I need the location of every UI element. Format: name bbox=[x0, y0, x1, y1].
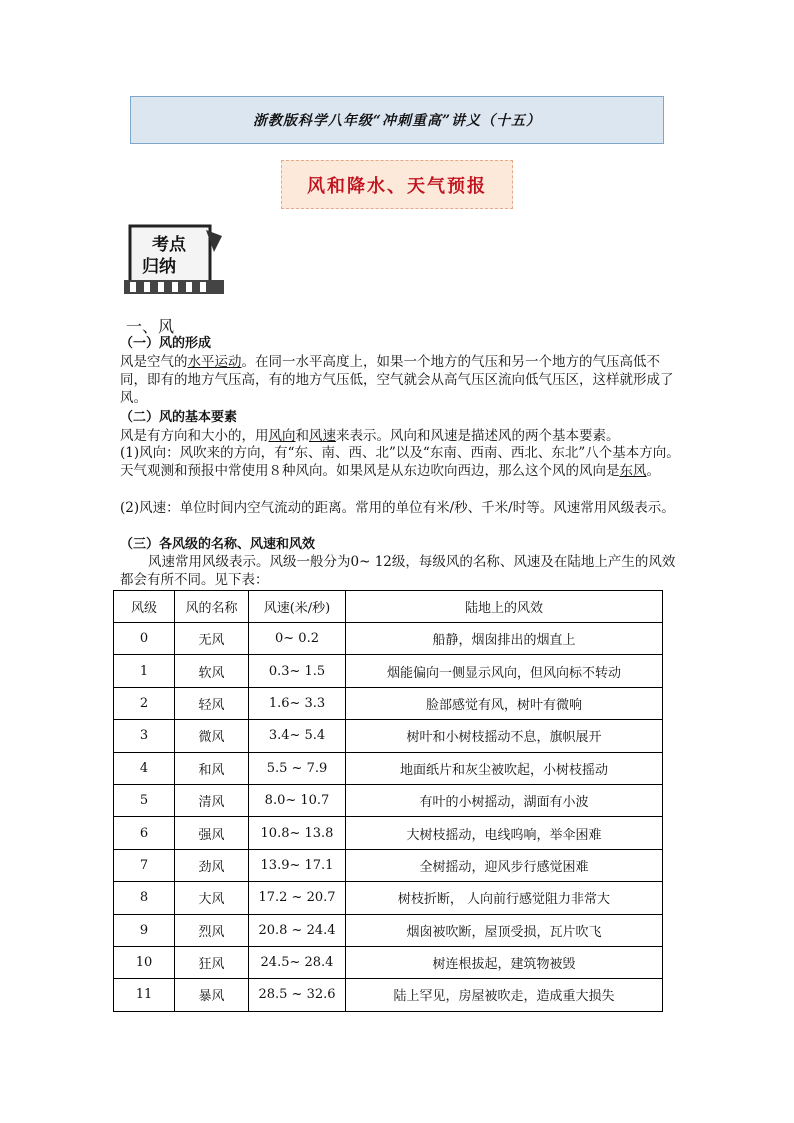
name-cell: 清风 bbox=[175, 784, 249, 816]
effect-cell: 地面纸片和灰尘被吹起，小树枝摇动 bbox=[346, 752, 663, 784]
table-header-cell: 风的名称 bbox=[175, 591, 249, 623]
badge-line2: 归纳 bbox=[142, 257, 176, 277]
level-cell: 11 bbox=[114, 979, 175, 1011]
paragraph-wind-speed: (2)风速：单位时间内空气流动的距离。常用的单位有米/秒、千米/时等。风速常用风级表示。 bbox=[120, 500, 675, 516]
name-cell: 无风 bbox=[175, 623, 249, 655]
table-row bbox=[114, 914, 663, 946]
level-cell: 6 bbox=[114, 817, 175, 849]
speed-cell: 20.8 ~ 24.4 bbox=[249, 914, 346, 946]
name-cell: 劲风 bbox=[175, 849, 249, 881]
table-row bbox=[114, 720, 663, 752]
speed-cell: 13.9~ 17.1 bbox=[249, 849, 346, 881]
speed-cell: 0.3~ 1.5 bbox=[249, 655, 346, 687]
effect-cell: 全树摇动，迎风步行感觉困难 bbox=[346, 849, 663, 881]
table-row bbox=[114, 687, 663, 719]
speed-cell: 24.5~ 28.4 bbox=[249, 946, 346, 978]
effect-cell: 脸部感觉有风，树叶有微响 bbox=[346, 687, 663, 719]
subheading-elements: （二）风的基本要素 bbox=[120, 410, 238, 425]
table-header-cell: 陆地上的风效 bbox=[346, 591, 663, 623]
effect-cell: 烟能偏向一侧显示风向，但风向标不转动 bbox=[346, 655, 663, 687]
paragraph-levels: 风速常用风级表示。风级一般分为0~ 12级，每级风的名称、风速及在陆地上产生的风效都会有所不同。见下表： bbox=[120, 554, 676, 588]
level-cell: 4 bbox=[114, 752, 175, 784]
speed-cell: 8.0~ 10.7 bbox=[249, 784, 346, 816]
level-cell: 0 bbox=[114, 623, 175, 655]
table-header-cell: 风速(米/秒) bbox=[249, 591, 346, 623]
name-cell: 大风 bbox=[175, 882, 249, 914]
paragraph-formation: 风是空气的水平运动。在同一水平高度上，如果一个地方的气压和另一个地方的气压高低不同，即有的地方气压高，有的地方气压低，空气就会从高气压区流向低气压区，这样就形成了风。 bbox=[120, 354, 674, 406]
speed-cell: 5.5 ~ 7.9 bbox=[249, 752, 346, 784]
level-cell: 1 bbox=[114, 655, 175, 687]
name-cell: 和风 bbox=[175, 752, 249, 784]
table-row bbox=[114, 979, 663, 1011]
effect-cell: 船静，烟囱排出的烟直上 bbox=[346, 623, 663, 655]
table-row bbox=[114, 817, 663, 849]
effect-cell: 树枝折断， 人向前行感觉阻力非常大 bbox=[346, 882, 663, 914]
table-row bbox=[114, 752, 663, 784]
level-cell: 7 bbox=[114, 849, 175, 881]
name-cell: 微风 bbox=[175, 720, 249, 752]
effect-cell: 树连根拔起，建筑物被毁 bbox=[346, 946, 663, 978]
table-row bbox=[114, 849, 663, 881]
speed-cell: 17.2 ~ 20.7 bbox=[249, 882, 346, 914]
table-row bbox=[114, 655, 663, 687]
name-cell: 软风 bbox=[175, 655, 249, 687]
effect-cell: 大树枝摇动，电线呜响，举伞困难 bbox=[346, 817, 663, 849]
effect-cell: 陆上罕见，房屋被吹走，造成重大损失 bbox=[346, 979, 663, 1011]
wind-scale-table bbox=[113, 590, 663, 1012]
name-cell: 狂风 bbox=[175, 946, 249, 978]
level-cell: 3 bbox=[114, 720, 175, 752]
key-points-badge-icon bbox=[122, 222, 228, 298]
table-row bbox=[114, 882, 663, 914]
lecture-title: 浙教版科学八年级“冲刺重高”讲义（十五） bbox=[252, 113, 542, 129]
section-heading-wind: 一、风 bbox=[126, 317, 175, 336]
paragraph-elements-1: 风是有方向和大小的，用风向和风速来表示。风向和风速是描述风的两个基本要素。 bbox=[120, 428, 620, 444]
topic-title-box bbox=[281, 160, 513, 209]
paragraph-wind-direction: (1)风向：风吹来的方向，有“东、南、西、北”以及“东南、西南、西北、东北”八个基本方向。天气观测和预报中常使用８种风向。如果风是从东边吹向西边，那么这个风的风向是东风。 bbox=[120, 445, 680, 479]
level-cell: 5 bbox=[114, 784, 175, 816]
level-cell: 8 bbox=[114, 882, 175, 914]
subheading-formation: （一）风的形成 bbox=[120, 336, 212, 351]
speed-cell: 0~ 0.2 bbox=[249, 623, 346, 655]
name-cell: 暴风 bbox=[175, 979, 249, 1011]
badge-line1: 考点 bbox=[152, 235, 186, 255]
name-cell: 轻风 bbox=[175, 687, 249, 719]
topic-title: 风和降水、天气预报 bbox=[307, 175, 487, 197]
level-cell: 2 bbox=[114, 687, 175, 719]
name-cell: 烈风 bbox=[175, 914, 249, 946]
table-row bbox=[114, 623, 663, 655]
speed-cell: 3.4~ 5.4 bbox=[249, 720, 346, 752]
speed-cell: 1.6~ 3.3 bbox=[249, 687, 346, 719]
level-cell: 9 bbox=[114, 914, 175, 946]
subheading-levels: （三）各风级的名称、风速和风效 bbox=[120, 537, 316, 552]
effect-cell: 有叶的小树摇动，湖面有小波 bbox=[346, 784, 663, 816]
table-row bbox=[114, 946, 663, 978]
level-cell: 10 bbox=[114, 946, 175, 978]
table-header-cell: 风级 bbox=[114, 591, 175, 623]
name-cell: 强风 bbox=[175, 817, 249, 849]
table-row bbox=[114, 784, 663, 816]
effect-cell: 烟囱被吹断，屋顶受损，瓦片吹飞 bbox=[346, 914, 663, 946]
table-header-row bbox=[114, 591, 663, 623]
speed-cell: 28.5 ~ 32.6 bbox=[249, 979, 346, 1011]
speed-cell: 10.8~ 13.8 bbox=[249, 817, 346, 849]
lecture-title-box bbox=[130, 96, 664, 144]
effect-cell: 树叶和小树枝摇动不息，旗帜展开 bbox=[346, 720, 663, 752]
